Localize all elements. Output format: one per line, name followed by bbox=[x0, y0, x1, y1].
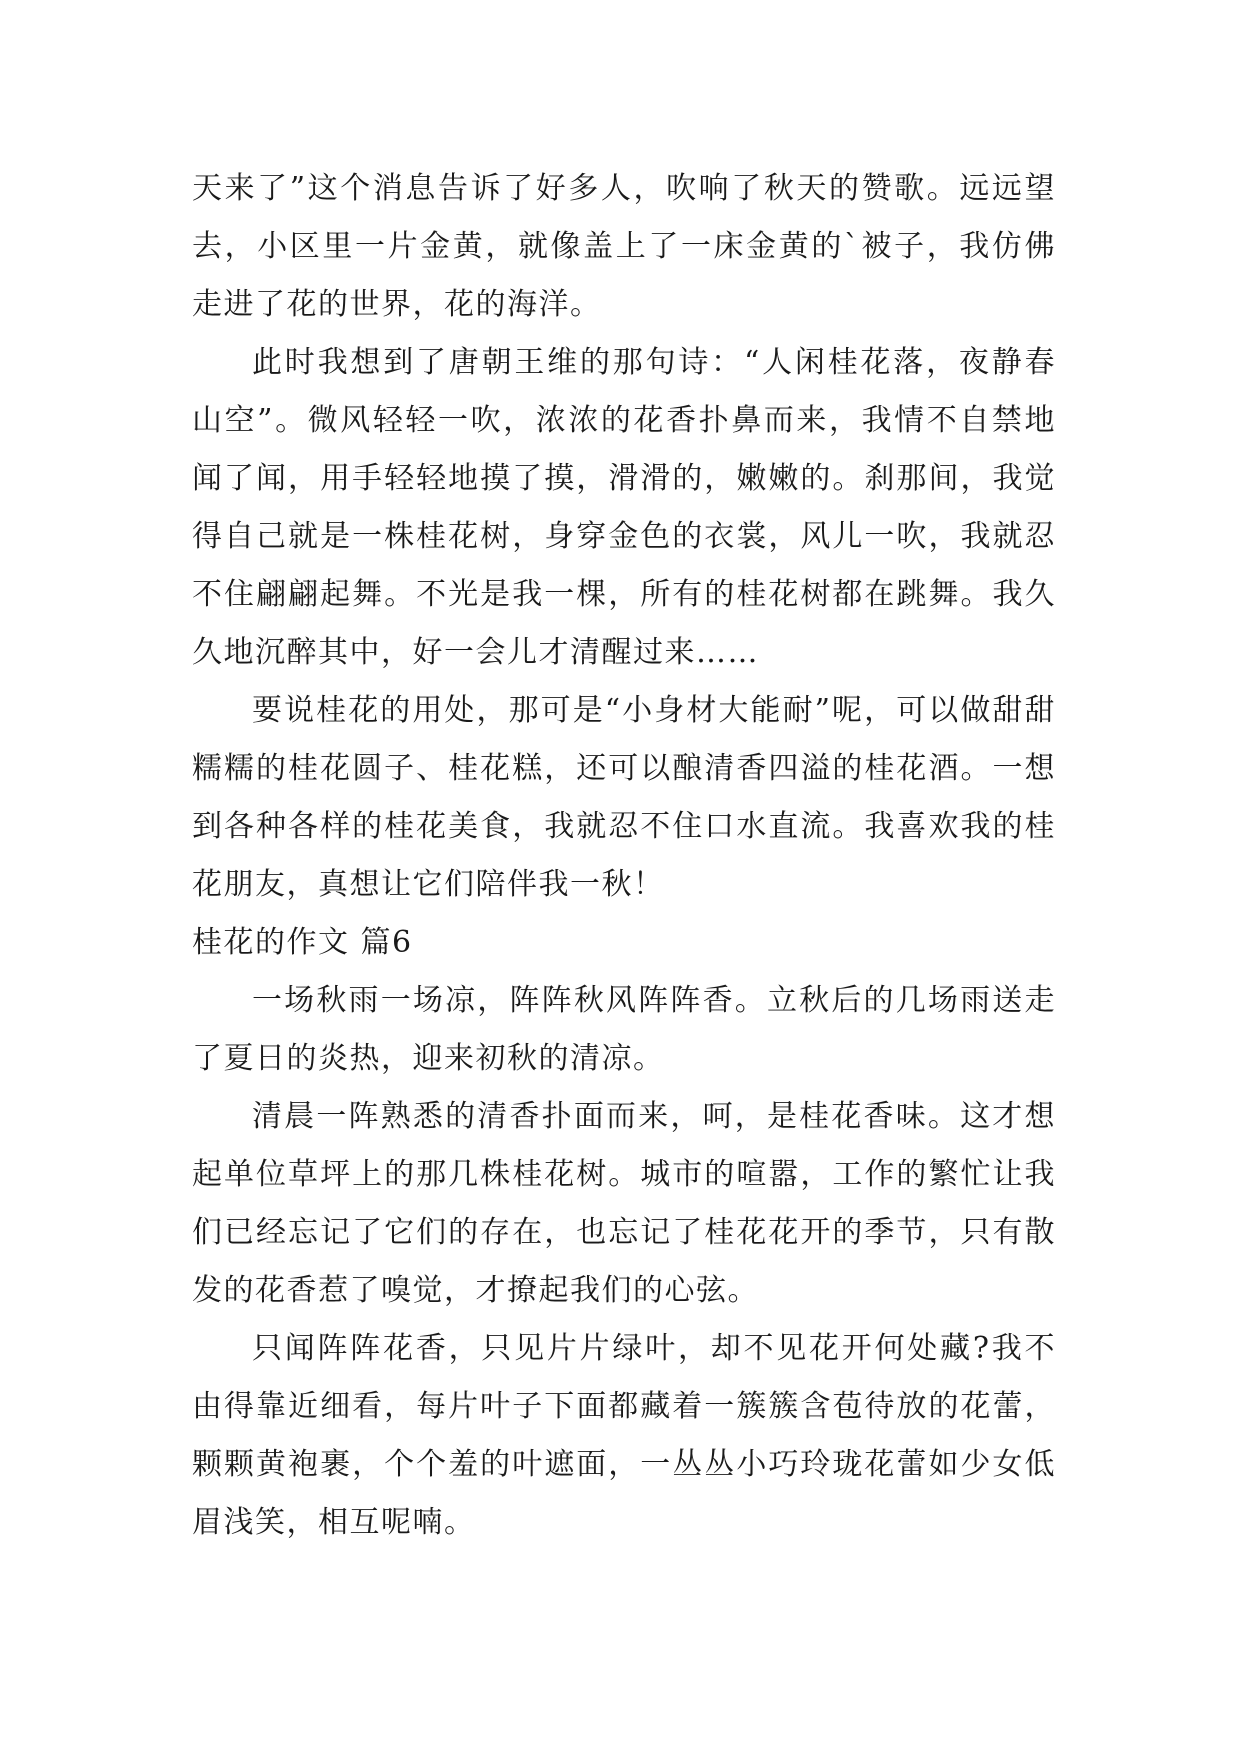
paragraph-continuation: 天来了”这个消息告诉了好多人，吹响了秋天的赞歌。远远望去，小区里一片金黄，就像盖上了一床金黄的`被子，我仿佛走进了花的世界，花的海洋。 bbox=[192, 171, 1056, 322]
section-paragraph-morning-fragrance: 清晨一阵熟悉的清香扑面而来，呵，是桂花香味。这才想起单位草坪上的那几株桂花树。城市的喧嚣，工作的繁忙让我们已经忘记了它们的存在，也忘记了桂花花开的季节，只有散发的花香惹了嗅觉，才撩起我们的心弦。 bbox=[192, 1099, 1056, 1308]
paragraph-poem-reflection: 此时我想到了唐朝王维的那句诗：“人闲桂花落，夜静春山空”。微风轻轻一吹，浓浓的花香扑鼻而来，我情不自禁地闻了闻，用手轻轻地摸了摸，滑滑的，嫩嫩的。刹那间，我觉得自己就是一株桂花树，身穿金色的衣裳，风儿一吹，我就忍不住翩翩起舞。不光是我一棵，所有的桂花树都在跳舞。我久久地沉醉其中，好一会儿才清醒过来…… bbox=[192, 345, 1056, 670]
paragraph-osmanthus-uses: 要说桂花的用处，那可是“小身材大能耐”呢，可以做甜甜糯糯的桂花圆子、桂花糕，还可以酿清香四溢的桂花酒。一想到各种各样的桂花美食，我就忍不住口水直流。我喜欢我的桂花朋友，真想让它们陪伴我一秋！ bbox=[192, 693, 1056, 902]
section-paragraph-autumn-rain: 一场秋雨一场凉，阵阵秋风阵阵香。立秋后的几场雨送走了夏日的炎热，迎来初秋的清凉。 bbox=[192, 983, 1056, 1076]
section-paragraph-hidden-buds: 只闻阵阵花香，只见片片绿叶，却不见花开何处藏?我不由得靠近细看，每片叶子下面都藏着一簇簇含苞待放的花蕾，颗颗黄袍裹，个个羞的叶遮面，一丛丛小巧玲珑花蕾如少女低眉浅笑，相互呢喃。 bbox=[192, 1331, 1056, 1540]
section-heading: 桂花的作文 篇6 bbox=[192, 925, 413, 960]
document-body bbox=[192, 160, 1056, 1552]
